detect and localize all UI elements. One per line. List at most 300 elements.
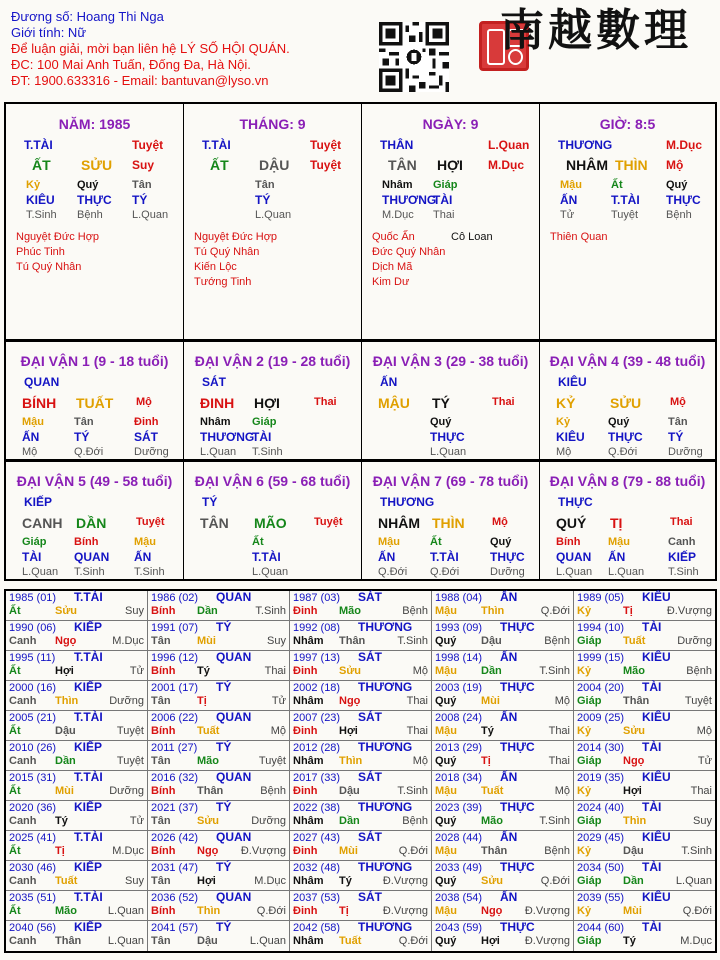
annual-cell	[6, 711, 148, 741]
hidden-ten-god: ẤN	[378, 550, 396, 564]
year-label: 2019 (35)	[577, 772, 625, 784]
year-branch: Dần	[481, 665, 502, 677]
year-ten-god: ẤN	[500, 590, 518, 604]
year-status: Tử	[271, 695, 286, 707]
hidden-stem: Ất	[430, 536, 442, 548]
hidden-ten-god: THƯƠNG	[382, 193, 437, 207]
hidden-stem: Ất	[611, 179, 623, 191]
hidden-status: Tử	[560, 209, 575, 221]
hidden-ten-god: TÀI	[433, 193, 453, 207]
annual-cell	[432, 651, 574, 681]
year-branch: Ngọ	[623, 755, 645, 767]
year-branch: Mùi	[197, 635, 216, 647]
year-label: 2039 (55)	[577, 892, 625, 904]
hidden-stem: Tân	[255, 179, 275, 191]
pillar-status: Tuyệt	[310, 138, 342, 152]
year-ten-god: KIÊU	[642, 770, 671, 784]
year-branch: Mão	[481, 815, 503, 827]
hidden-status: L.Quan	[132, 209, 169, 221]
year-label: 2040 (56)	[9, 922, 57, 934]
hidden-status: Bệnh	[77, 209, 103, 221]
pillar-status: L.Quan	[488, 138, 530, 152]
hidden-status: Dưỡng	[668, 446, 703, 458]
year-stem: Bính	[151, 725, 176, 737]
year-stem: Ất	[9, 605, 21, 617]
hidden-ten-god: THỰC	[666, 193, 701, 207]
dai-van-stem: KỶ	[556, 395, 576, 411]
year-status: Thai	[406, 725, 428, 737]
hidden-status: Q.Đới	[74, 446, 104, 458]
hidden-ten-god: ẤN	[608, 550, 626, 564]
year-stem: Đinh	[293, 725, 318, 737]
year-ten-god: THỰC	[500, 800, 535, 814]
pillar-branch: DẬU	[259, 157, 290, 173]
hidden-ten-god: KIẾP	[668, 550, 697, 564]
year-status: Dưỡng	[109, 695, 144, 707]
dai-van-ten-god: KIÊU	[558, 375, 587, 389]
hidden-stem: Tân	[668, 416, 688, 428]
year-ten-god: THƯƠNG	[358, 620, 413, 634]
year-branch: Hợi	[339, 725, 358, 737]
annual-cell	[290, 651, 432, 681]
dai-van-stem: TÂN	[200, 515, 229, 531]
hidden-status: L.Quan	[608, 566, 645, 578]
hidden-ten-god: THỰC	[430, 430, 465, 444]
dai-van-branch: SỬU	[610, 395, 642, 411]
year-label: 2024 (40)	[577, 802, 625, 814]
dai-van-row-2	[4, 461, 717, 581]
year-branch: Tý	[55, 815, 68, 827]
year-label: 2013 (29)	[435, 742, 483, 754]
year-branch: Sửu	[623, 725, 646, 737]
year-ten-god: TÀI	[642, 620, 662, 634]
year-label: 2027 (43)	[293, 832, 341, 844]
year-status: Q.Đới	[256, 905, 286, 917]
year-ten-god: ẤN	[500, 830, 518, 844]
annual-cell	[574, 861, 715, 891]
year-branch: Tị	[197, 695, 207, 707]
year-stem: Quý	[435, 935, 457, 947]
year-label: 2006 (22)	[151, 712, 199, 724]
annual-cell	[574, 741, 715, 771]
annual-cell	[574, 651, 715, 681]
pillar-cell	[540, 104, 715, 339]
annual-cell	[574, 681, 715, 711]
pillar-title: NGÀY: 9	[422, 116, 479, 132]
year-status: T.Sinh	[397, 635, 428, 647]
hidden-stem: Quý	[430, 416, 452, 428]
annual-cell	[148, 741, 290, 771]
phone-email[interactable]: ĐT: 1900.633316 - Email: bantuvan@lyso.vn	[11, 73, 269, 88]
pillar-branch-status: Tuyệt	[310, 158, 342, 172]
year-status: Thai	[264, 665, 286, 677]
brand-logo: 南越數理	[500, 5, 692, 56]
year-label: 1998 (14)	[435, 652, 483, 664]
year-branch: Hợi	[481, 935, 500, 947]
annual-luck-table	[4, 589, 717, 953]
annual-cell	[148, 801, 290, 831]
hidden-status: T.Sinh	[252, 446, 283, 458]
hidden-stem: Quý	[77, 179, 99, 191]
hidden-stem: Mậu	[134, 536, 156, 548]
annual-cell	[290, 621, 432, 651]
year-ten-god: SÁT	[358, 590, 382, 604]
pillar-stem: TÂN	[388, 157, 417, 173]
year-label: 2026 (42)	[151, 832, 199, 844]
annual-cell	[432, 921, 574, 951]
annual-cell	[574, 891, 715, 921]
year-ten-god: T.TÀI	[74, 710, 103, 724]
year-status: M.Dục	[112, 635, 144, 647]
hidden-ten-god: QUAN	[556, 550, 592, 564]
year-label: 2025 (41)	[9, 832, 57, 844]
year-stem: Nhâm	[293, 755, 324, 767]
year-branch: Tuất	[339, 935, 362, 947]
year-branch: Mão	[55, 905, 77, 917]
hidden-ten-god: THƯƠNG	[200, 430, 255, 444]
year-ten-god: TÝ	[216, 920, 232, 934]
year-label: 2031 (47)	[151, 862, 199, 874]
dai-van-stem: MẬU	[378, 395, 410, 411]
annual-cell	[432, 591, 574, 621]
year-stem: Đinh	[293, 905, 318, 917]
year-label: 2000 (16)	[9, 682, 57, 694]
year-branch: Dần	[55, 755, 76, 767]
year-branch: Thìn	[55, 695, 79, 707]
year-ten-god: TÝ	[216, 740, 232, 754]
year-ten-god: KIẾP	[74, 620, 103, 634]
year-ten-god: SÁT	[358, 830, 382, 844]
hidden-status: Q.Đới	[430, 566, 460, 578]
hidden-stem: Bính	[556, 536, 581, 548]
dai-van-title: ĐẠI VẬN 1 (9 - 18 tuổi)	[20, 353, 169, 369]
pillar-ten-god: T.TÀI	[24, 138, 53, 152]
year-ten-god: KIẾP	[74, 860, 103, 874]
annual-cell	[290, 681, 432, 711]
year-label: 2001 (17)	[151, 682, 199, 694]
year-label: 2007 (23)	[293, 712, 341, 724]
year-stem: Ất	[9, 785, 21, 797]
year-branch: Thìn	[197, 905, 221, 917]
hidden-status: L.Quan	[556, 566, 593, 578]
year-label: 2010 (26)	[9, 742, 57, 754]
year-stem: Nhâm	[293, 935, 324, 947]
year-label: 2012 (28)	[293, 742, 341, 754]
year-ten-god: SÁT	[358, 890, 382, 904]
year-stem: Bính	[151, 845, 176, 857]
year-status: Dưỡng	[109, 785, 144, 797]
hidden-stem: Canh	[668, 536, 696, 548]
year-label: 2032 (48)	[293, 862, 341, 874]
hidden-stem: Tân	[132, 179, 152, 191]
year-stem: Kỷ	[577, 605, 592, 617]
year-label: 1987 (03)	[293, 592, 341, 604]
dai-van-ten-god: ẤN	[380, 375, 398, 389]
pillar-status: M.Dục	[666, 138, 702, 152]
year-label: 2033 (49)	[435, 862, 483, 874]
dai-van-title: ĐẠI VẬN 2 (19 - 28 tuổi)	[194, 353, 351, 369]
year-status: Mộ	[696, 725, 712, 737]
annual-cell	[432, 831, 574, 861]
hidden-status: Tuyệt	[611, 209, 639, 221]
year-stem: Tân	[151, 815, 171, 827]
year-branch: Ngọ	[481, 905, 503, 917]
year-label: 2002 (18)	[293, 682, 341, 694]
year-label: 2023 (39)	[435, 802, 483, 814]
annual-cell	[432, 861, 574, 891]
year-status: Suy	[267, 635, 286, 647]
year-branch: Dậu	[55, 725, 76, 737]
year-ten-god: TÀI	[642, 680, 662, 694]
star-name: Thiên Quan	[550, 231, 608, 243]
pillar-cell	[184, 104, 362, 339]
hidden-status: T.Sinh	[668, 566, 699, 578]
year-ten-god: T.TÀI	[74, 770, 103, 784]
dai-van-ten-god: SÁT	[202, 375, 226, 389]
year-branch: Dần	[197, 605, 218, 617]
year-status: Tuyệt	[684, 695, 712, 707]
year-branch: Mùi	[55, 785, 74, 797]
pillar-branch: SỬU	[81, 157, 113, 173]
year-branch: Tuất	[481, 785, 504, 797]
annual-cell	[290, 891, 432, 921]
year-stem: Tân	[151, 695, 171, 707]
year-status: Tuyệt	[258, 755, 286, 767]
dai-van-ten-god: THỰC	[558, 495, 593, 509]
year-branch: Sửu	[481, 875, 504, 887]
dai-van-cell	[540, 461, 715, 579]
year-status: Đ.Vượng	[524, 905, 570, 917]
year-ten-god: KIÊU	[642, 830, 671, 844]
year-branch: Tuất	[197, 725, 220, 737]
hidden-stem: Đinh	[134, 416, 159, 428]
annual-cell	[574, 831, 715, 861]
hidden-ten-god: THỰC	[77, 193, 112, 207]
year-status: Bệnh	[402, 815, 428, 827]
year-stem: Ất	[9, 665, 21, 677]
year-status: Q.Đới	[398, 935, 428, 947]
year-stem: Bính	[151, 785, 176, 797]
annual-cell	[574, 921, 715, 951]
dai-van-branch: DẦN	[76, 515, 107, 531]
year-status: Tử	[129, 815, 144, 827]
year-status: Bệnh	[544, 635, 570, 647]
annual-cell	[6, 891, 148, 921]
pillar-title: THÁNG: 9	[239, 116, 306, 132]
year-branch: Thân	[197, 785, 224, 797]
hidden-stem: Quý	[666, 179, 688, 191]
hidden-ten-god: QUAN	[74, 550, 110, 564]
hidden-ten-god: TÝ	[74, 430, 90, 444]
year-ten-god: T.TÀI	[74, 830, 103, 844]
year-stem: Bính	[151, 605, 176, 617]
pillar-ten-god: THÂN	[380, 138, 414, 152]
year-label: 2003 (19)	[435, 682, 483, 694]
year-label: 1995 (11)	[9, 652, 56, 664]
star-name: Kiến Lộc	[194, 261, 237, 273]
year-label: 2020 (36)	[9, 802, 57, 814]
year-ten-god: THƯƠNG	[358, 920, 413, 934]
year-status: Đ.Vượng	[666, 605, 712, 617]
star-name: Kim Dư	[372, 276, 410, 288]
year-ten-god: KIÊU	[642, 650, 671, 664]
year-branch: Mão	[197, 755, 219, 767]
year-branch: Thìn	[481, 605, 505, 617]
year-ten-god: TÝ	[216, 860, 232, 874]
hidden-ten-god: KIÊU	[26, 193, 55, 207]
year-label: 1991 (07)	[151, 622, 199, 634]
dai-van-row-1	[4, 341, 717, 461]
hidden-status: L.Quan	[252, 566, 289, 578]
hidden-status: Q.Đới	[378, 566, 408, 578]
year-status: T.Sinh	[539, 665, 570, 677]
year-stem: Kỷ	[577, 725, 592, 737]
year-status: Dưỡng	[251, 815, 286, 827]
year-status: T.Sinh	[397, 785, 428, 797]
year-label: 2022 (38)	[293, 802, 341, 814]
year-label: 1989 (05)	[577, 592, 625, 604]
dai-van-stem: CANH	[22, 515, 63, 531]
year-ten-god: T.TÀI	[74, 590, 103, 604]
year-status: Thai	[406, 695, 428, 707]
annual-cell	[432, 801, 574, 831]
year-ten-god: ẤN	[500, 770, 518, 784]
year-stem: Mậu	[435, 665, 457, 677]
pillar-branch-status: Suy	[132, 158, 155, 172]
dai-van-status: Mộ	[492, 516, 508, 528]
dai-van-title: ĐẠI VẬN 3 (29 - 38 tuổi)	[372, 353, 529, 369]
dai-van-status: Tuyệt	[314, 516, 343, 528]
hidden-ten-god: KIÊU	[556, 430, 585, 444]
year-ten-god: KIẾP	[74, 920, 103, 934]
year-status: Đ.Vượng	[240, 845, 286, 857]
year-branch: Hợi	[623, 785, 642, 797]
annual-cell	[290, 801, 432, 831]
hidden-status: T.Sinh	[26, 209, 57, 221]
hidden-stem: Nhâm	[200, 416, 231, 428]
dai-van-cell	[362, 341, 540, 459]
dai-van-branch: MÃO	[254, 515, 287, 531]
year-branch: Tuất	[623, 635, 646, 647]
year-stem: Tân	[151, 935, 171, 947]
year-stem: Bính	[151, 665, 176, 677]
hidden-status: L.Quan	[200, 446, 237, 458]
hidden-stem: Kỷ	[556, 416, 571, 428]
qr-code-icon[interactable]	[379, 22, 449, 92]
annual-cell	[148, 921, 290, 951]
hidden-stem: Quý	[490, 536, 512, 548]
dai-van-ten-god: QUAN	[24, 375, 60, 389]
dai-van-branch: THÌN	[432, 515, 465, 531]
annual-cell	[574, 771, 715, 801]
year-label: 1988 (04)	[435, 592, 483, 604]
year-branch: Tị	[481, 755, 491, 767]
year-branch: Tý	[339, 875, 352, 887]
year-stem: Ất	[9, 845, 21, 857]
dai-van-cell	[6, 461, 184, 579]
year-status: Suy	[125, 605, 144, 617]
star-name: Phúc Tinh	[16, 246, 65, 258]
year-status: Tử	[697, 755, 712, 767]
year-ten-god: THƯƠNG	[358, 860, 413, 874]
year-branch: Tý	[197, 665, 210, 677]
year-label: 1997 (13)	[293, 652, 341, 664]
year-stem: Giáp	[577, 755, 602, 767]
year-branch: Ngọ	[339, 695, 361, 707]
year-branch: Hợi	[197, 875, 216, 887]
year-stem: Giáp	[577, 635, 602, 647]
dai-van-stem: BÍNH	[22, 395, 57, 411]
star-name: Tú Quý Nhân	[194, 246, 260, 258]
year-label: 2037 (53)	[293, 892, 341, 904]
year-stem: Quý	[435, 635, 457, 647]
year-status: Bệnh	[260, 785, 286, 797]
year-ten-god: TÀI	[642, 860, 662, 874]
hidden-ten-god: SÁT	[134, 430, 158, 444]
year-stem: Mậu	[435, 905, 457, 917]
year-stem: Nhâm	[293, 815, 324, 827]
year-label: 2009 (25)	[577, 712, 625, 724]
year-branch: Mùi	[339, 845, 358, 857]
year-label: 2034 (50)	[577, 862, 625, 874]
year-status: Mộ	[554, 695, 570, 707]
year-stem: Nhâm	[293, 695, 324, 707]
gender: Giới tính: Nữ	[11, 25, 87, 40]
annual-cell	[432, 891, 574, 921]
year-status: Tuyệt	[116, 755, 144, 767]
annual-cell	[6, 801, 148, 831]
year-stem: Nhâm	[293, 635, 324, 647]
annual-cell	[6, 621, 148, 651]
year-status: Mộ	[412, 665, 428, 677]
year-label: 2043 (59)	[435, 922, 483, 934]
year-status: Đ.Vượng	[382, 905, 428, 917]
year-status: M.Dục	[112, 845, 144, 857]
year-ten-god: KIẾP	[74, 740, 103, 754]
dai-van-branch: TỊ	[610, 515, 623, 531]
year-status: M.Dục	[254, 875, 286, 887]
hidden-status: Thai	[433, 209, 455, 221]
annual-cell	[290, 861, 432, 891]
year-status: Đ.Vượng	[524, 935, 570, 947]
hidden-ten-god: THỰC	[608, 430, 643, 444]
address: ĐC: 100 Mai Anh Tuấn, Đống Đa, Hà Nội.	[11, 57, 251, 72]
annual-cell	[148, 681, 290, 711]
star-name: Nguyệt Đức Hợp	[194, 231, 278, 243]
hidden-stem: Kỷ	[26, 179, 41, 191]
year-stem: Kỷ	[577, 905, 592, 917]
year-stem: Giáp	[577, 695, 602, 707]
year-status: Suy	[693, 815, 712, 827]
annual-cell	[432, 621, 574, 651]
year-status: Tuyệt	[116, 725, 144, 737]
year-branch: Sửu	[55, 605, 78, 617]
annual-cell	[6, 591, 148, 621]
annual-cell	[6, 831, 148, 861]
year-label: 2042 (58)	[293, 922, 341, 934]
year-status: T.Sinh	[539, 815, 570, 827]
year-stem: Quý	[435, 755, 457, 767]
year-stem: Canh	[9, 755, 37, 767]
annual-cell	[290, 591, 432, 621]
hidden-stem: Mậu	[378, 536, 400, 548]
year-status: Tử	[129, 665, 144, 677]
year-status: Thai	[690, 785, 712, 797]
dai-van-branch: HỢI	[254, 395, 280, 411]
hidden-ten-god: T.TÀI	[430, 550, 459, 564]
annual-cell	[574, 591, 715, 621]
year-stem: Kỷ	[577, 845, 592, 857]
